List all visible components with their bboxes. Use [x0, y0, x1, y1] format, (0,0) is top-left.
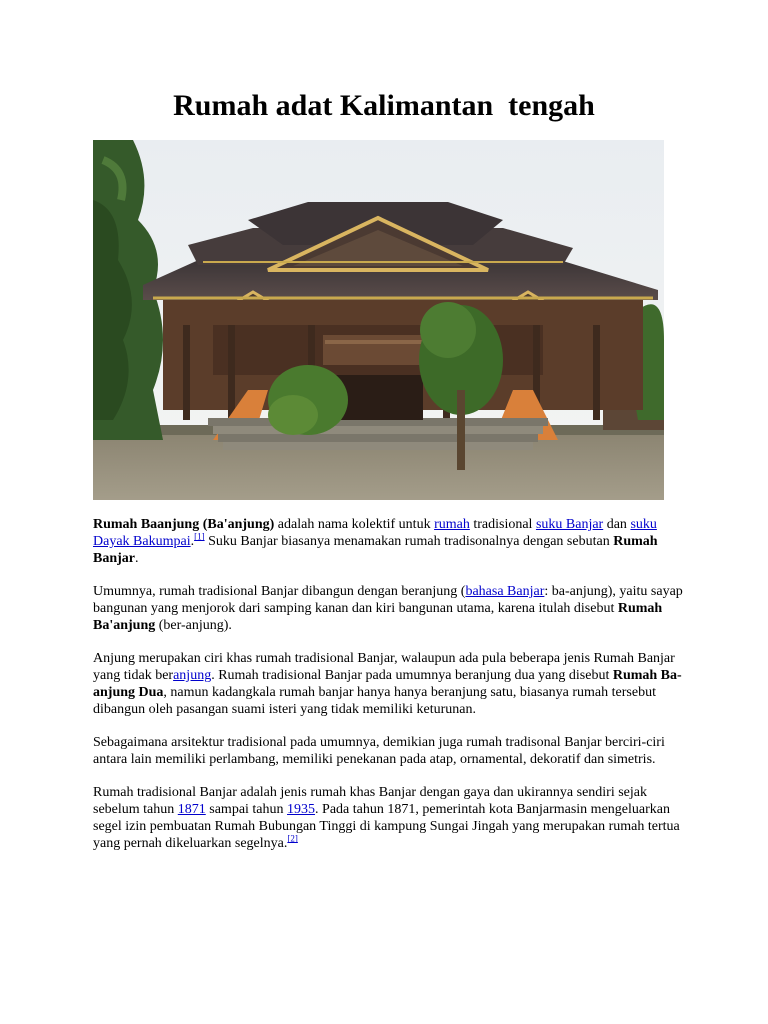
text: Umumnya, rumah tradisional Banjar dibangun dengan beranjung ( — [93, 584, 466, 599]
text: Rumah tradisional Banjar adalah jenis rumah khas Banjar dengan gaya dan ukirannya sendiri sejak sebelum tahun — [93, 785, 647, 817]
reference-link-2[interactable]: [2] — [287, 833, 298, 844]
text: Suku Banjar biasanya menamakan rumah tradisonalnya dengan sebutan — [204, 534, 614, 549]
text: adalah nama kolektif untuk — [274, 517, 435, 532]
link-rumah[interactable]: rumah — [434, 517, 470, 532]
text: : ba-anjung), yaitu sayap bangunan yang menjorok dari samping kanan dan kiri bangunan utama, karena itulah disebut — [93, 584, 683, 616]
paragraph-5 — [93, 784, 693, 852]
text: Sebagaimana arsitektur tradisional pada umumnya, demikian juga rumah tradisonal Banjar berciri-ciri antara lain memiliki perlambang, memiliki penekanan pada atap, ornamental, dekoratif dan simetris. — [93, 735, 665, 767]
bold-term: Rumah Baanjung — [93, 517, 200, 532]
text: (ber-anjung). — [155, 618, 232, 633]
text: Anjung merupakan ciri khas rumah tradisional Banjar, walaupun ada pula beberapa jenis Rumah Banjar yang tidak ber — [93, 651, 675, 683]
link-suku-dayak-bakumpai[interactable]: suku Dayak Bakumpai — [93, 517, 657, 549]
reference-link-1[interactable]: [1] — [194, 531, 205, 542]
text: . — [190, 534, 195, 549]
text: sampai tahun — [205, 802, 288, 817]
paragraph-2 — [93, 583, 693, 634]
text: . Rumah tradisional Banjar pada umumnya beranjung dua yang disebut — [211, 668, 613, 683]
paragraph-4 — [93, 734, 693, 768]
link-bahasa-banjar[interactable]: bahasa Banjar — [465, 584, 545, 599]
bold-term: Rumah Banjar — [93, 534, 658, 566]
link-1935[interactable]: 1935 — [287, 802, 316, 817]
text: . Pada tahun 1871, pemerintah kota Banjarmasin mengeluarkan segel izin pembuatan Rumah Bubungan Tinggi di kampung Sungai Jingah yang merupakan rumah tertua yang pernah dikeluarkan segelnya. — [93, 802, 680, 851]
bold-term: Rumah Ba'anjung — [93, 601, 663, 633]
house-photo — [93, 140, 664, 500]
link-suku-banjar[interactable]: suku Banjar — [535, 517, 604, 532]
traditional-house-image — [93, 140, 664, 500]
paragraph-3 — [93, 650, 693, 718]
paragraph-1 — [93, 516, 693, 567]
text: tradisional — [469, 517, 536, 532]
text: dan — [603, 517, 631, 532]
text: , namun kadangkala rumah banjar hanya hanya beranjung satu, biasanya rumah tersebut dibangun oleh pasangan suami isteri yang tidak memiliki keturunan. — [93, 685, 656, 717]
bold-term: Rumah Ba-anjung Dua — [93, 668, 682, 700]
page-title: Rumah adat Kalimantan tengah — [173, 89, 595, 122]
article-body — [93, 516, 693, 868]
bold-term: (Ba'anjung) — [202, 517, 275, 532]
link-1871[interactable]: 1871 — [177, 802, 206, 817]
text: . — [135, 551, 139, 566]
link-anjung[interactable]: anjung — [173, 668, 212, 683]
